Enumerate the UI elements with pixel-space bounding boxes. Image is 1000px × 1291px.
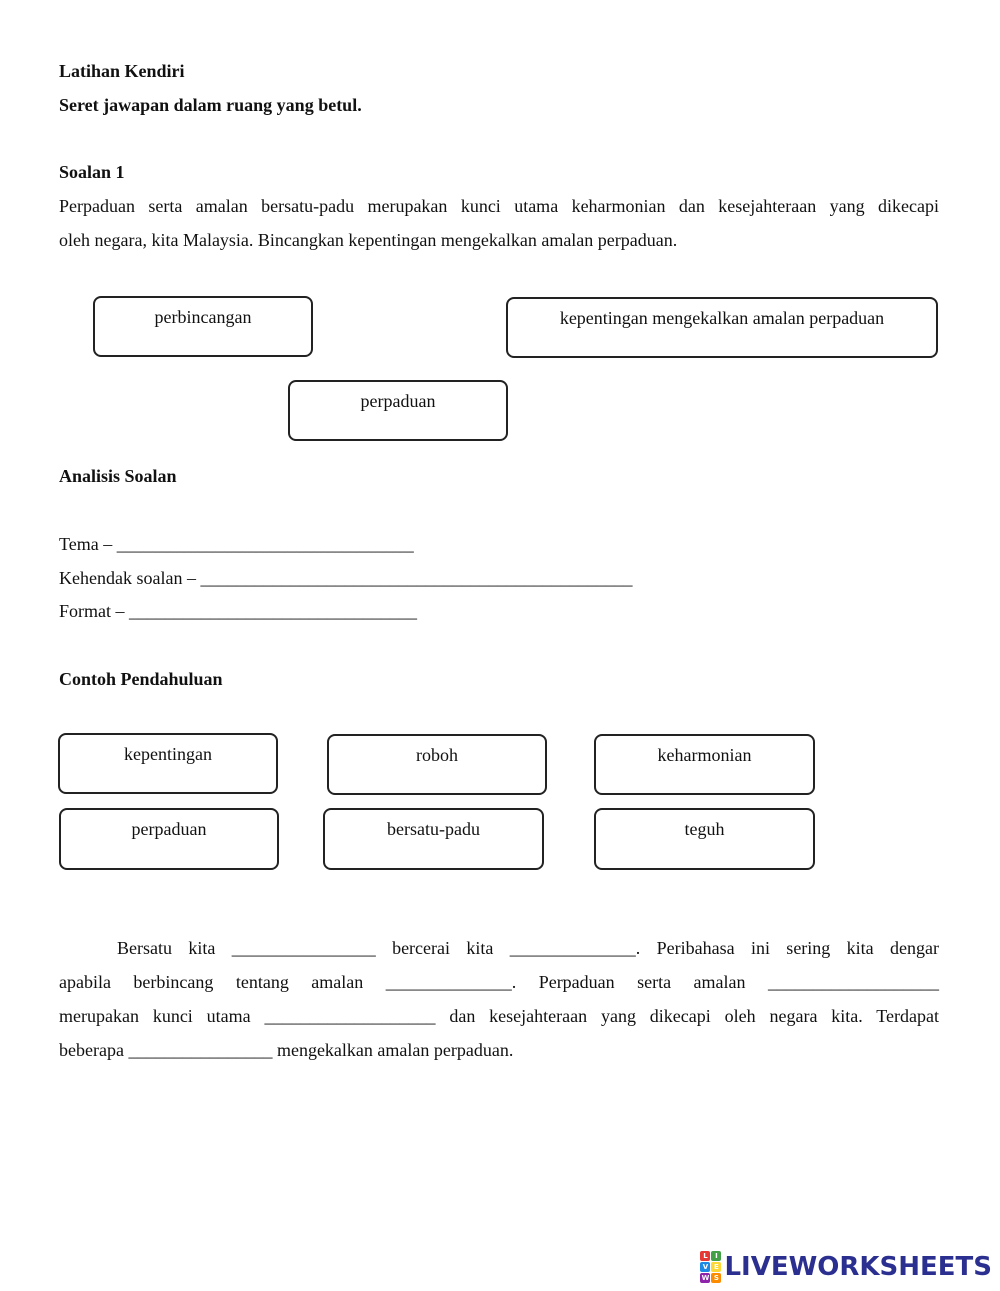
intro-heading: Contoh Pendahuluan	[59, 669, 223, 689]
logo-tile-3: V	[700, 1262, 710, 1272]
drag-box-kepentingan-mengekalkan[interactable]: kepentingan mengekalkan amalan perpaduan	[506, 297, 938, 358]
drag-box-bersatu-padu[interactable]: bersatu-padu	[323, 808, 544, 870]
worksheet-instruction: Seret jawapan dalam ruang yang betul.	[59, 95, 362, 115]
drag-box-perpaduan-2[interactable]: perpaduan	[59, 808, 279, 870]
worksheet-title: Latihan Kendiri	[59, 61, 185, 81]
drag-box-teguh[interactable]: teguh	[594, 808, 815, 870]
drag-box-keharmonian[interactable]: keharmonian	[594, 734, 815, 795]
question-text-line-1: Perpaduan serta amalan bersatu-padu merupakan kunci utama keharmonian dan kesejahteraan yang dikecapi	[59, 196, 939, 216]
logo-tile-4: E	[711, 1262, 721, 1272]
analysis-kehendak-line[interactable]: Kehendak soalan – ________________________________________________	[59, 568, 633, 588]
drag-box-roboh[interactable]: roboh	[327, 734, 547, 795]
question-text-line-2: oleh negara, kita Malaysia. Bincangkan kepentingan mengekalkan amalan perpaduan.	[59, 230, 678, 250]
logo-tile-1: L	[700, 1251, 710, 1261]
liveworksheets-logo-text: LIVEWORKSHEETS	[724, 1252, 992, 1282]
question-label: Soalan 1	[59, 162, 125, 182]
logo-tile-5: W	[701, 1274, 710, 1282]
analysis-format-line[interactable]: Format – ________________________________	[59, 601, 417, 621]
drag-box-perpaduan[interactable]: perpaduan	[288, 380, 508, 441]
liveworksheets-logo-icon	[700, 1251, 721, 1283]
logo-tile-6: S	[711, 1273, 721, 1283]
analysis-tema-line[interactable]: Tema – _________________________________	[59, 534, 414, 554]
paragraph-line-2[interactable]: apabila berbincang tentang amalan ______________. Perpaduan serta amalan ___________________	[59, 972, 939, 992]
paragraph-line-4[interactable]: beberapa ________________ mengekalkan amalan perpaduan.	[59, 1040, 514, 1060]
logo-tile-2: I	[711, 1251, 721, 1261]
drag-box-perbincangan[interactable]: perbincangan	[93, 296, 313, 357]
analysis-heading: Analisis Soalan	[59, 466, 177, 486]
drag-box-kepentingan[interactable]: kepentingan	[58, 733, 278, 794]
paragraph-line-3[interactable]: merupakan kunci utama ___________________ dan kesejahteraan yang dikecapi oleh negara kita. Terdapat	[59, 1006, 939, 1026]
paragraph-line-1[interactable]: Bersatu kita ________________ bercerai kita ______________. Peribahasa ini sering kita dengar	[117, 938, 939, 958]
liveworksheets-logo	[700, 1251, 992, 1283]
